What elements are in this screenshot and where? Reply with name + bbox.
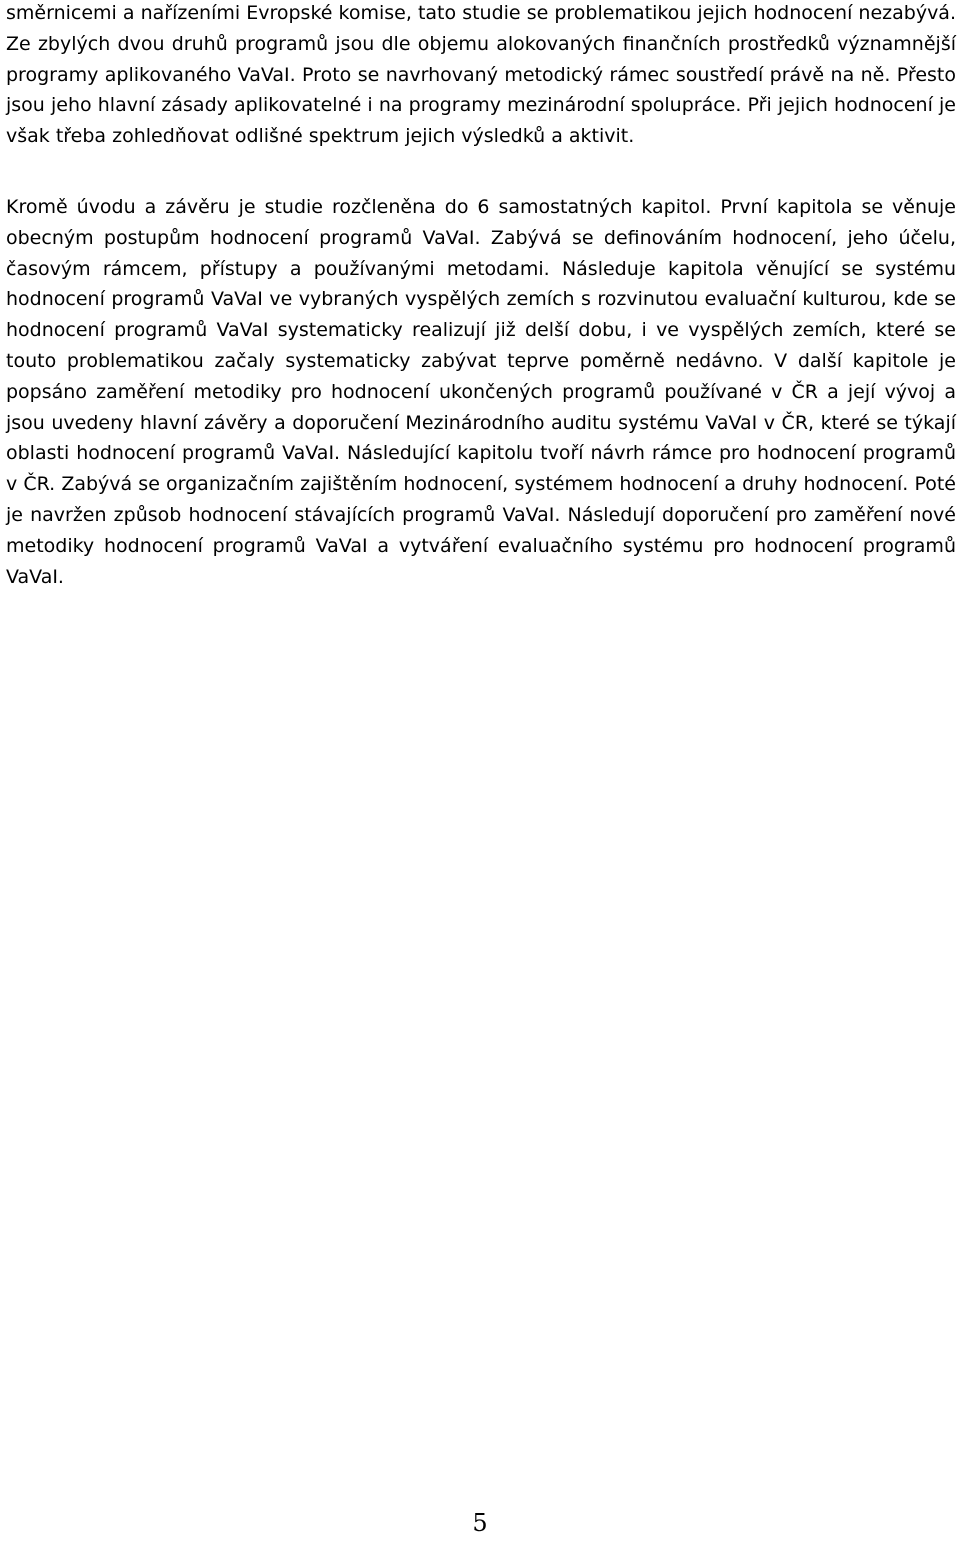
paragraph-intro-continuation: směrnicemi a nařízeními Evropské komise, tato studie se problematikou jejich hodnocení nezabývá. Ze zbylých dvou druhů programů jsou dle objemu alokovaných finančních prostředků významnější programy aplikovaného VaVaI. Proto se navrhovaný metodický rámec soustředí právě na ně. Přesto jsou jeho hlavní zásady aplikovatelné i na programy mezinárodní spolupráce. Při jejich hodnocení je však třeba zohledňovat odlišné spektrum jejich výsledků a aktivit. [6,2,956,148]
page-number: 5 [472,1509,488,1537]
paragraph-chapter-overview: Kromě úvodu a závěru je studie rozčleněna do 6 samostatných kapitol. První kapitola se věnuje obecným postupům hodnocení programů VaVaI. Zabývá se definováním hodnocení, jeho účelu, časovým rámcem, přístupy a používanými metodami. Následuje kapitola věnující se systému hodnocení programů VaVaI ve vybraných vyspělých zemích s rozvinutou evaluační kulturou, kde se hodnocení programů VaVaI systematicky realizují již delší dobu, i ve vyspělých zemích, které se touto problematikou začaly systematicky zabývat teprve poměrně nedávno. V další kapitole je popsáno zaměření metodiky pro hodnocení ukončených programů používané v ČR a její vývoj a jsou uvedeny hlavní závěry a doporučení Mezinárodního auditu systému VaVaI v ČR, které se týkají oblasti hodnocení programů VaVaI. Následující kapitolu tvoří návrh rámce pro hodnocení programů v ČR. Zabývá se organizačním zajištěním hodnocení, systémem hodnocení a druhy hodnocení. Poté je navržen způsob hodnocení stávajících programů VaVaI. Následují doporučení pro zaměření nové metodiky hodnocení programů VaVaI a vytváření evaluačního systému pro hodnocení programů VaVaI. [6,196,956,588]
